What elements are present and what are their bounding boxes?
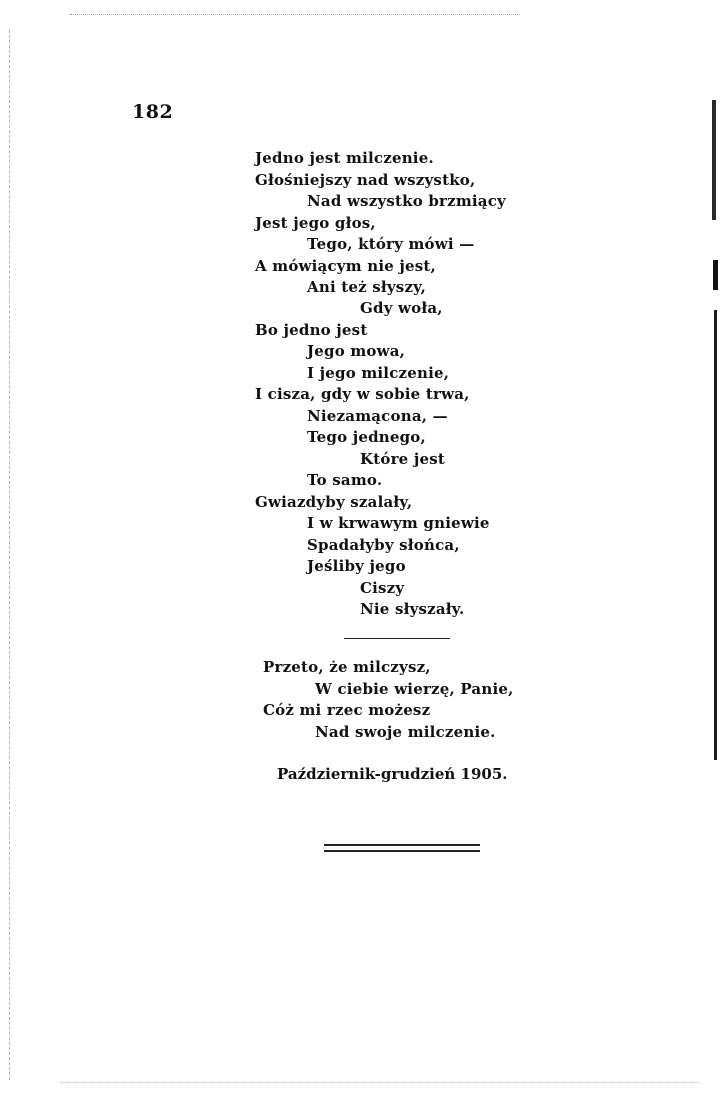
poem-line: Tego jednego, bbox=[307, 428, 426, 446]
scan-edge-right-mark bbox=[714, 310, 717, 760]
page-number: 182 bbox=[132, 101, 174, 123]
poem-line: Spadałyby słońca, bbox=[307, 536, 460, 554]
scan-edge-right-mark bbox=[713, 260, 718, 290]
poem-line: Tego, który mówi — bbox=[307, 235, 475, 253]
poem-line: Bo jedno jest bbox=[255, 321, 368, 339]
poem-line: Ani też słyszy, bbox=[307, 278, 427, 296]
poem-line: Gdy woła, bbox=[360, 299, 443, 317]
poem-line: I cisza, gdy w sobie trwa, bbox=[255, 385, 470, 403]
poem-line: I w krwawym gniewie bbox=[307, 514, 490, 532]
poem-line: Ciszy bbox=[360, 579, 405, 597]
poem-line: A mówiącym nie jest, bbox=[255, 257, 436, 275]
poem-line: W ciebie wierzę, Panie, bbox=[315, 680, 514, 698]
poem-line: Jego mowa, bbox=[307, 342, 406, 360]
poem-line: To samo. bbox=[307, 471, 383, 489]
poem-date: Październik-grudzień 1905. bbox=[277, 765, 508, 783]
end-rule bbox=[324, 850, 480, 852]
scan-edge-left bbox=[9, 30, 10, 1080]
poem-line: Jedno jest milczenie. bbox=[255, 149, 434, 167]
section-divider bbox=[344, 638, 450, 639]
poem-line: Które jest bbox=[360, 450, 445, 468]
scan-edge-bottom bbox=[60, 1082, 700, 1083]
poem-line: Nad swoje milczenie. bbox=[315, 723, 496, 741]
poem-line: Nad wszystko brzmiący bbox=[307, 192, 506, 210]
poem-line: Głośniejszy nad wszystko, bbox=[255, 171, 476, 189]
scan-edge-right-mark bbox=[712, 100, 716, 220]
poem-line: Jest jego głos, bbox=[255, 214, 376, 232]
poem-line: Jeśliby jego bbox=[307, 557, 406, 575]
poem-line: Przeto, że milczysz, bbox=[263, 658, 431, 676]
poem-line: Gwiazdyby szalały, bbox=[255, 493, 413, 511]
end-rule bbox=[324, 844, 480, 846]
poem-line: Niezamącona, — bbox=[307, 407, 448, 425]
poem-line: Nie słyszały. bbox=[360, 600, 465, 618]
poem-line: Cóż mi rzec możesz bbox=[263, 701, 431, 719]
scan-edge-top bbox=[70, 14, 520, 15]
poem-line: I jego milczenie, bbox=[307, 364, 450, 382]
